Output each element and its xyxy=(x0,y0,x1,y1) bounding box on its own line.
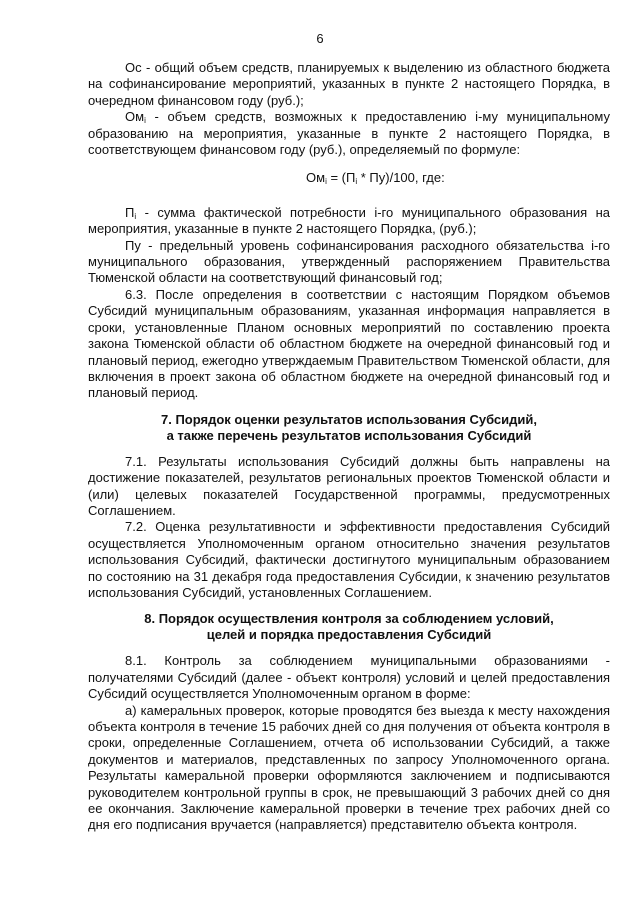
section-7-heading-line1: 7. Порядок оценки результатов использования Субсидий, xyxy=(161,411,537,427)
formula-part-a: Ом xyxy=(306,170,326,186)
section-8-heading-line1: 8. Порядок осуществления контроля за соблюдением условий, xyxy=(144,611,554,627)
section-8-heading xyxy=(88,611,610,643)
paragraph-7-2: 7.2. Оценка результативности и эффективности предоставления Субсидий осуществляется Уполномоченным органом относительно значения результатов использования Субсидий, фактически достигнутого муниципальным образованием по состоянию на 31 декабря года предоставления Субсидии, к значению результатов использования Субсидий, установленных Соглашением. xyxy=(88,519,610,600)
section-7-heading-line2: а также перечень результатов использования Субсидий xyxy=(166,427,532,443)
paragraph-7-1: 7.1. Результаты использования Субсидий должны быть направлены на достижение показателей, результатов региональных проектов Тюменской области и (или) целевых показателей Государственной программы, предусмотренных Соглашением. xyxy=(88,453,610,518)
formula-sub-a: i xyxy=(325,177,327,187)
paragraph-8-1: 8.1. Контроль за соблюдением муниципальными образованиями - получателями Субсидий (далее - объект контроля) условий и целей предоставления Субсидий осуществляется Уполномоченным органом в форме: xyxy=(88,653,610,702)
formula-part-c: * Пу)/100, где: xyxy=(357,170,445,186)
omi-symbol: Ом xyxy=(125,109,145,125)
paragraph-os: Ос - общий объем средств, планируемых к выделению из областного бюджета на софинансирование мероприятий, указанных в пункте 2 настоящего Порядка, в очередном финансовом году (руб.); xyxy=(88,60,610,108)
paragraph-pi xyxy=(88,205,610,238)
formula-part-b: = (П xyxy=(326,170,356,186)
omi-definition: - объем средств, возможных к предоставлению i-му муниципальному образованию на мероприятия, указанные в пункте 2 настоящего Порядка, в соответствующем финансовом году (руб.), определяемый по формуле: xyxy=(88,109,610,158)
page-number: 6 xyxy=(316,31,324,46)
pi-subscript: i xyxy=(134,211,137,221)
formula xyxy=(88,170,610,186)
pi-symbol: П xyxy=(125,204,135,220)
formula-sub-b: i xyxy=(355,177,358,187)
paragraph-8-1-a: а) камеральных проверок, которые проводятся без выезда к месту нахождения объекта контроля в течение 15 рабочих дней со дня получения от объекта контроля в сроки, определенные Соглашением, отчета об использовании Субсидий, а также документов и материалов, представленных по запросу Уполномоченного органа. Результаты камеральной проверки оформляются заключением и подписываются руководителем контрольной группы в срок, не превышающий 3 рабочих дней со дня ее окончания. Заключение камеральной проверки в течение трех рабочих дней со дня его подписания вручается (направляется) представителю объекта контроля. xyxy=(88,702,610,833)
paragraph-omi xyxy=(88,109,610,158)
pi-definition: - сумма фактической потребности i-го муниципального образования на мероприятия, указанные в пункте 2 настоящего Порядка, (руб.); xyxy=(88,204,610,237)
paragraph-6-3: 6.3. После определения в соответствии с настоящим Порядком объемов Субсидий муниципальным образованиям, указанная информация направляется в сроки, установленные Планом основных мероприятий по составлению проекта закона Тюменской области об областном бюджете на очередной финансовый год и плановый период, ежегодно утверждаемым Правительством Тюменской области, для включения в проект закона об областном бюджете на очередной финансовый год и плановый период. xyxy=(88,286,610,401)
section-7-heading xyxy=(88,412,610,444)
section-8-heading-line2: целей и порядка предоставления Субсидий xyxy=(206,627,492,643)
omi-subscript: i xyxy=(144,116,146,126)
document-body xyxy=(88,60,610,834)
paragraph-pu: Пу - предельный уровень софинансирования расходного обязательства i-го муниципального образования, утвержденный распоряжением Правительства Тюменской области на соответствующий финансовый год; xyxy=(88,237,610,286)
